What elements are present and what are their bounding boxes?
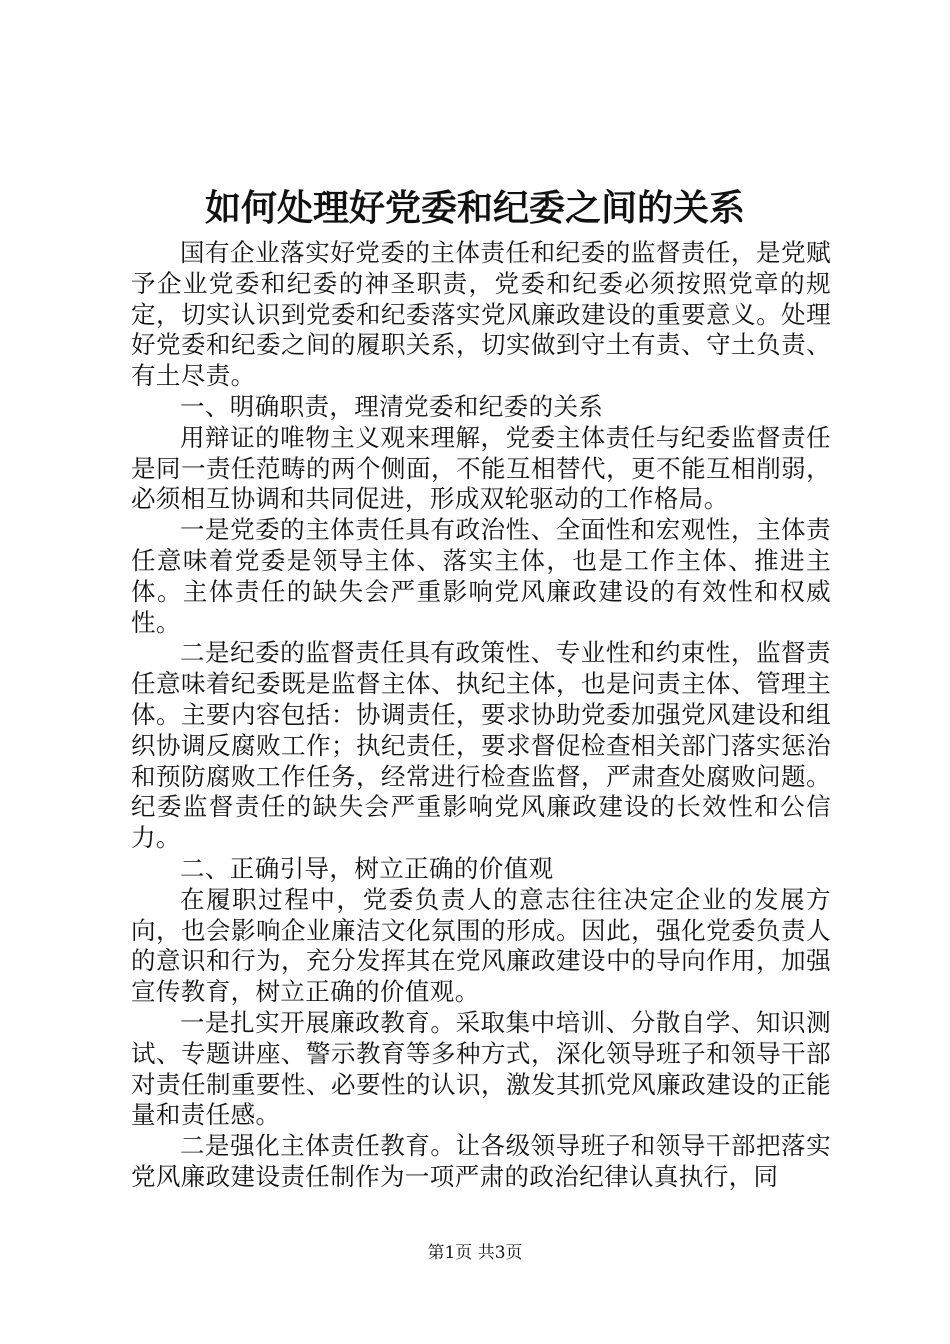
paragraph-party-committee-responsibility: 一是党委的主体责任具有政治性、全面性和宏观性，主体责任意味着党委是领导主体、落实主体，也是工作主体、推进主体。主体责任的缺失会严重影响党风廉政建设的有效性和权威性。 [131, 515, 831, 637]
document-title: 如何处理好党委和纪委之间的关系 [204, 187, 745, 229]
paragraph-dialectic: 用辩证的唯物主义观来理解，党委主体责任与纪委监督责任是同一责任范畴的两个侧面，不能互相替代，更不能互相削弱，必须相互协调和共同促进，形成双轮驱动的工作格局。 [131, 422, 831, 514]
paragraph-guidance: 在履职过程中，党委负责人的意志往往决定企业的发展方向，也会影响企业廉洁文化氛围的形成。因此，强化党委负责人的意识和行为，充分发挥其在党风廉政建设中的导向作用，加强宣传教育，树立正确的价值观。 [131, 884, 831, 1007]
section-heading-1: 一、明确职责，理清党委和纪委的关系 [180, 391, 604, 421]
page-number-footer: 第1页 共3页 [427, 1243, 523, 1263]
paragraph-integrity-education: 一是扎实开展廉政教育。采取集中培训、分散自学、知识测试、专题讲座、警示教育等多种方式，深化领导班子和领导干部对责任制重要性、必要性的认识，激发其抓党风廉政建设的正能量和责任感。 [131, 1007, 831, 1130]
section-heading-2: 二、正确引导，树立正确的价值观 [180, 853, 554, 883]
paragraph-intro: 国有企业落实好党委的主体责任和纪委的监督责任，是党赋予企业党委和纪委的神圣职责，党委和纪委必须按照党章的规定，切实认识到党委和纪委落实党风廉政建设的重要意义。处理好党委和纪委之间的履职关系，切实做到守土有责、守土负责、有土尽责。 [131, 238, 831, 391]
paragraph-responsibility-education: 二是强化主体责任教育。让各级领导班子和领导干部把落实党风廉政建设责任制作为一项严肃的政治纪律认真执行，同 [131, 1131, 831, 1191]
document-body [131, 238, 831, 1193]
paragraph-discipline-committee-responsibility: 二是纪委的监督责任具有政策性、专业性和约束性，监督责任意味着纪委既是监督主体、执纪主体，也是问责主体、管理主体。主要内容包括：协调责任，要求协助党委加强党风建设和组织协调反腐败工作；执纪责任，要求督促检查相关部门落实惩治和预防腐败工作任务，经常进行检查监督，严肃查处腐败问题。纪委监督责任的缺失会严重影响党风廉政建设的长效性和公信力。 [131, 638, 831, 853]
